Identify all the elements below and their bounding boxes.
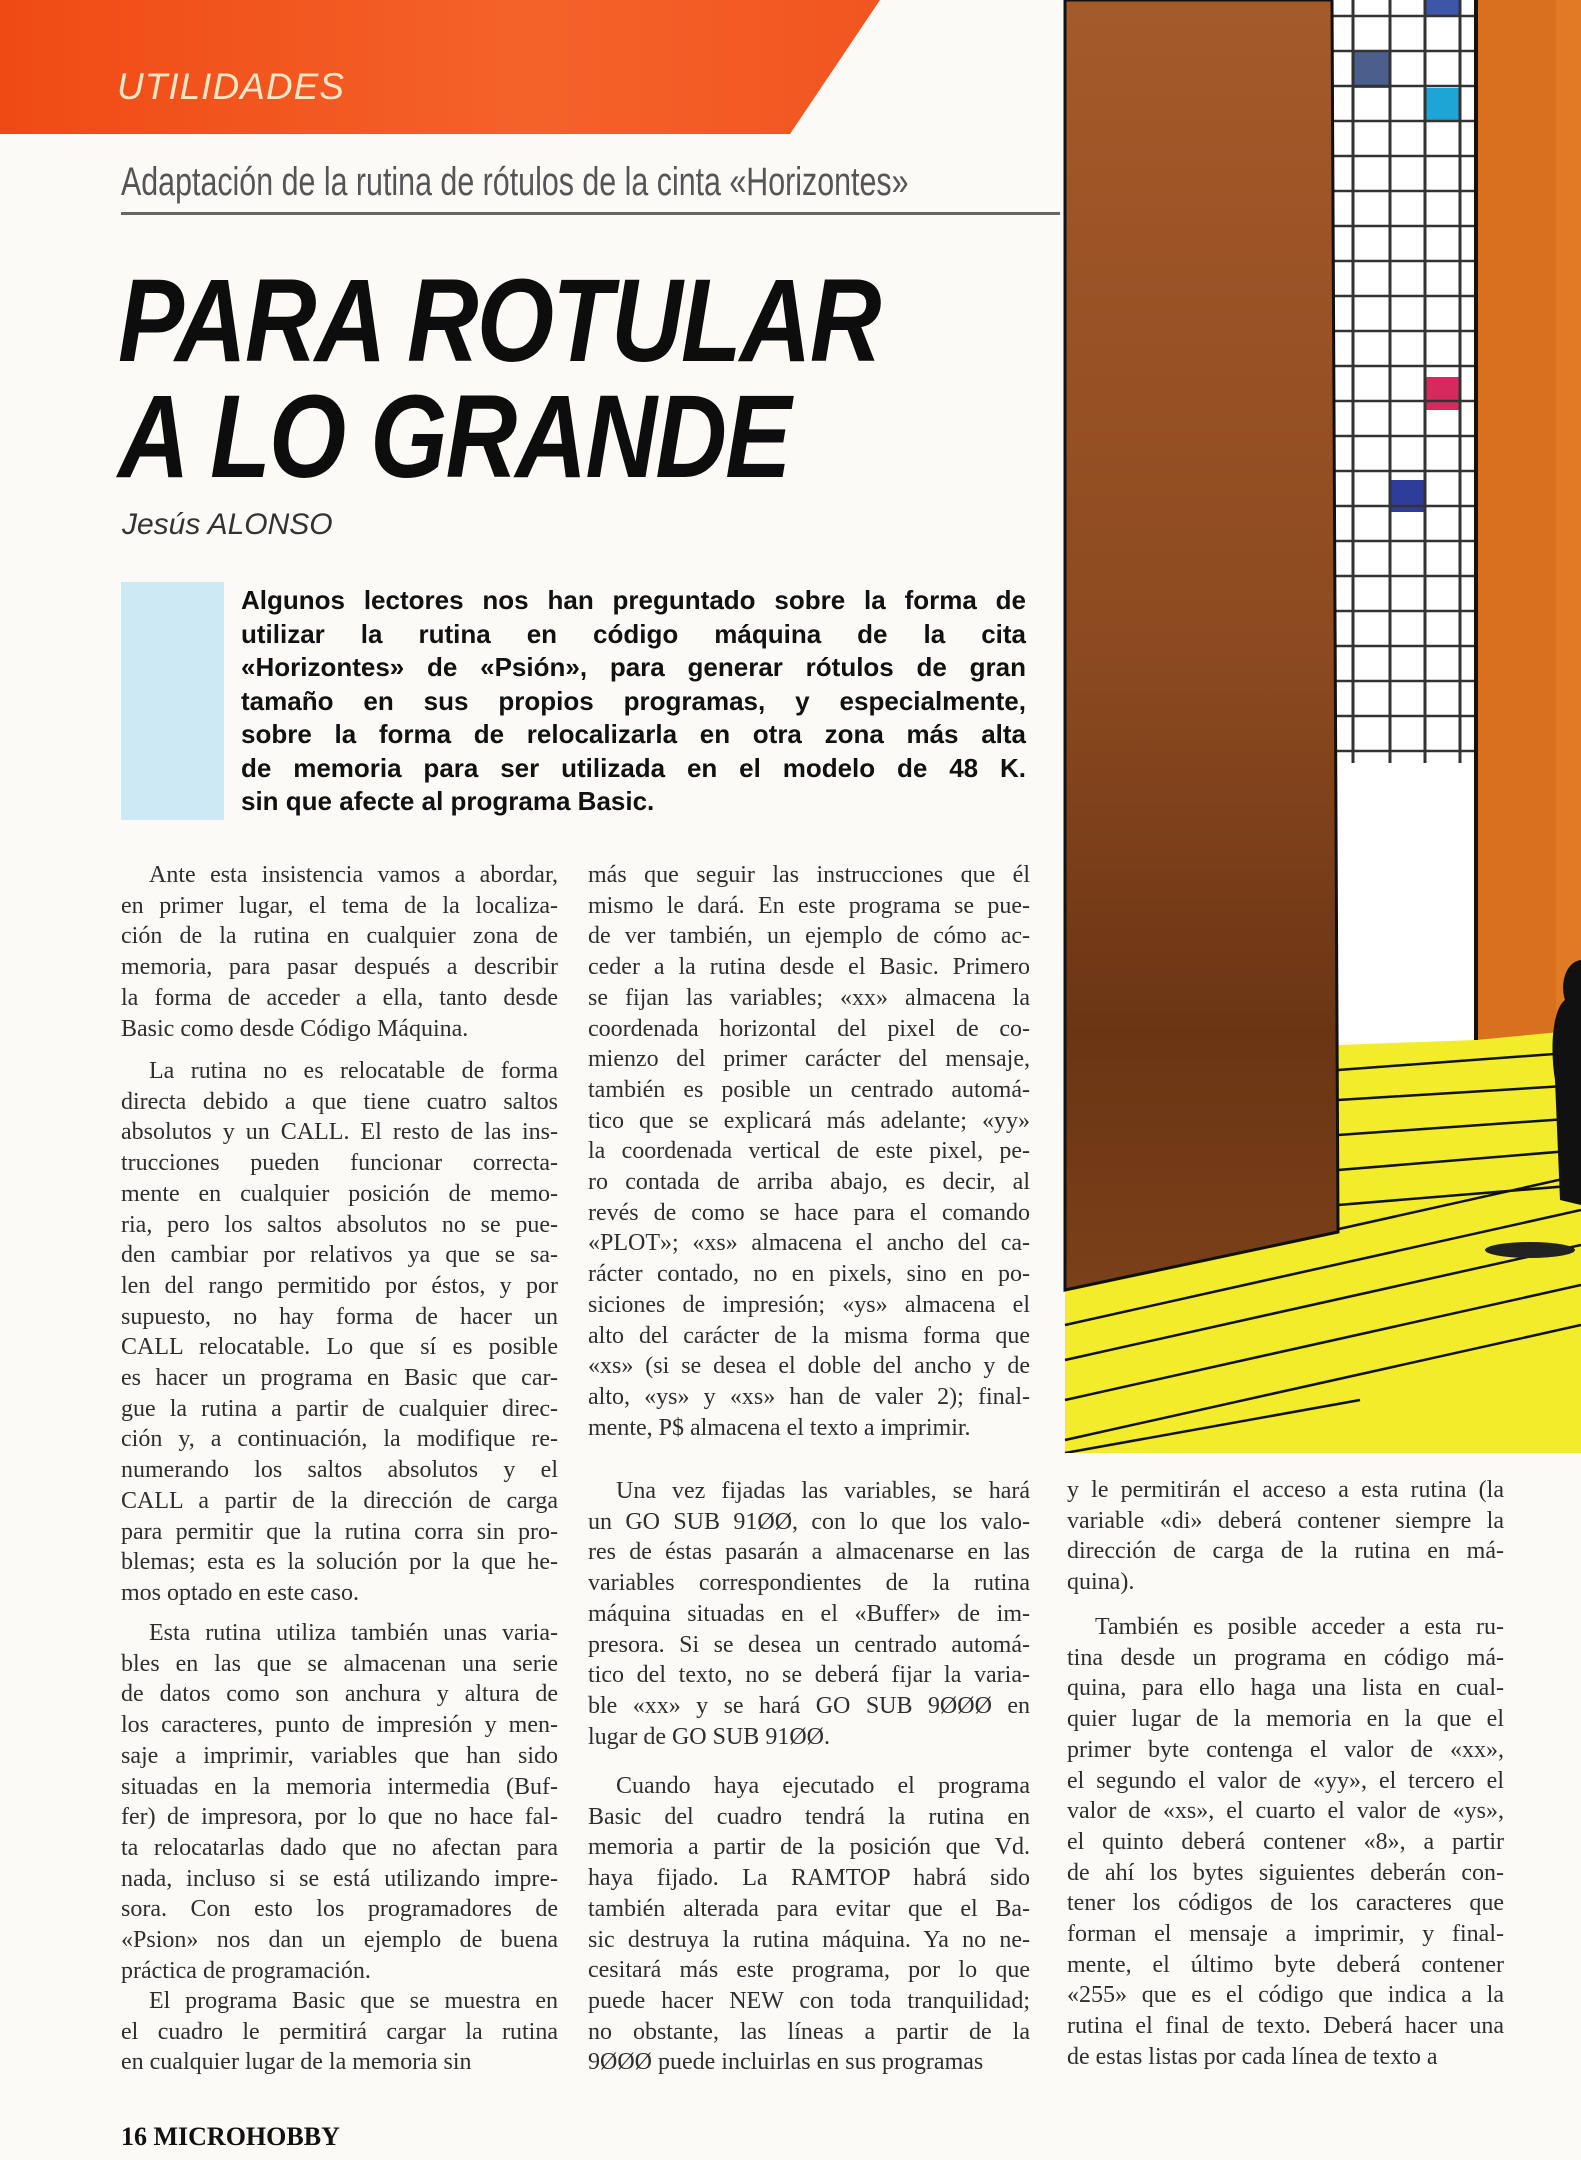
text-line: Ante esta insistencia vamos a abordar, bbox=[149, 862, 558, 888]
text-line: un GO SUB 91ØØ, con lo que los valo- bbox=[588, 1508, 1030, 1535]
text-line: el quinto deberá contener «8», a partir bbox=[1067, 1828, 1504, 1855]
lede-accent-bar bbox=[121, 582, 224, 820]
text-line: Cuando haya ejecutado el programa bbox=[616, 1773, 1030, 1799]
text-line: presora. Si se desea un centrado automá- bbox=[588, 1631, 1030, 1658]
text-line: ceder a la rutina desde el Basic. Primero bbox=[588, 954, 1030, 981]
text-line: tico del texto, no se deberá fijar la varia- bbox=[588, 1662, 1030, 1689]
text-line: tener los códigos de los caracteres que bbox=[1067, 1890, 1504, 1917]
text-line: mienzo del primer carácter del mensaje, bbox=[588, 1046, 1030, 1073]
text-line: quier lugar de la memoria en la que el bbox=[1067, 1706, 1504, 1733]
text-line: y le permitirán el acceso a esta rutina (la bbox=[1067, 1477, 1504, 1503]
paragraph bbox=[588, 1771, 1030, 2078]
text-line: gue la rutina a partir de cualquier direc- bbox=[121, 1395, 558, 1422]
text-line: ria, pero los saltos absolutos no se pue- bbox=[121, 1211, 558, 1238]
text-line: quina). bbox=[1067, 1569, 1135, 1596]
text-line: El programa Basic que se muestra en bbox=[149, 1988, 558, 2014]
text-line: también es posible un centrado automá- bbox=[588, 1076, 1030, 1103]
text-line: res de éstas pasarán a almacenarse en las bbox=[588, 1539, 1030, 1566]
text-line: coordenada horizontal del pixel de co- bbox=[588, 1015, 1030, 1042]
text-line: sic destruya la rutina máquina. Ya no ne- bbox=[588, 1926, 1030, 1953]
text-line: mente en cualquier posición de memo- bbox=[121, 1180, 558, 1207]
text-line: se fijan las variables; «xx» almacena la bbox=[588, 984, 1030, 1011]
text-line: la forma de acceder a ella, tanto desde bbox=[121, 984, 558, 1011]
text-line: ción de la rutina en cualquier zona de bbox=[121, 923, 558, 950]
text-line: absolutos y un CALL. El resto de las ins- bbox=[121, 1119, 558, 1146]
article-illustration bbox=[1060, 0, 1581, 1453]
right-orange-wall bbox=[1470, 0, 1581, 1070]
lede-line: tamaño en sus propios programas, y especialmente, bbox=[241, 685, 1026, 716]
text-line: blemas; esta es la solución por la que he- bbox=[121, 1549, 558, 1576]
paragraph bbox=[588, 860, 1030, 1443]
text-line: forman el mensaje a imprimir, y final- bbox=[1067, 1921, 1504, 1948]
text-line: ro contada de arriba abajo, es decir, al bbox=[588, 1169, 1030, 1196]
lede-line: «Horizontes» de «Psión», para generar rótulos de gran bbox=[241, 652, 1026, 682]
text-line: haya fijado. La RAMTOP habrá sido bbox=[588, 1865, 1030, 1892]
text-line: bles en las que se almacenan una serie bbox=[121, 1650, 558, 1677]
text-line: primer byte contenga el valor de «xx», bbox=[1067, 1736, 1504, 1763]
text-line: trucciones pueden funcionar correcta- bbox=[121, 1150, 558, 1177]
window-pane-colored bbox=[1353, 51, 1389, 88]
text-line: de estas listas por cada línea de texto a bbox=[1067, 2043, 1438, 2070]
brown-wall-panel bbox=[1065, 0, 1338, 1290]
text-line: rutina el final de texto. Deberá hacer una bbox=[1067, 2013, 1504, 2040]
text-line: mente, el último byte deberá contener bbox=[1067, 1951, 1504, 1978]
author-byline: Jesús ALONSO bbox=[122, 508, 333, 541]
text-line: para permitir que la rutina corra sin pro- bbox=[121, 1518, 558, 1545]
paragraph bbox=[1067, 1475, 1504, 1598]
article-title-line-1: PARA ROTULAR bbox=[118, 255, 880, 387]
text-line: de ver también, un ejemplo de cómo ac- bbox=[588, 923, 1030, 950]
text-line: CALL a partir de la dirección de carga bbox=[121, 1487, 558, 1514]
text-line: CALL relocatable. Lo que sí es posible bbox=[121, 1334, 558, 1361]
window-grid bbox=[1329, 0, 1476, 1042]
text-line: Esta rutina utiliza también unas varia- bbox=[149, 1620, 558, 1646]
text-line: «Psion» nos dan un ejemplo de buena bbox=[121, 1927, 558, 1954]
lede-line: sobre la forma de relocalizarla en otra zona más alta bbox=[241, 719, 1026, 749]
paragraph bbox=[121, 860, 558, 1044]
text-line: supuesto, no hay forma de hacer un bbox=[121, 1303, 558, 1330]
text-line: valor de «xs», el cuarto el valor de «ys», bbox=[1067, 1798, 1504, 1825]
lede-line: sin que afecte al programa Basic. bbox=[241, 786, 655, 816]
page-footer: 16 MICROHOBBY bbox=[121, 2122, 340, 2151]
lede-line: Algunos lectores nos han preguntado sobre la forma de bbox=[241, 585, 1026, 615]
text-line: puede hacer NEW con toda tranquilidad; bbox=[588, 1987, 1030, 2014]
text-line: «xs» (si se desea el doble del ancho y de bbox=[588, 1353, 1030, 1380]
text-line: También es posible acceder a esta ru- bbox=[1095, 1614, 1504, 1640]
window-pane-colored bbox=[1425, 88, 1460, 121]
lede-paragraph bbox=[241, 584, 1026, 819]
text-line: más que seguir las instrucciones que él bbox=[588, 862, 1030, 888]
text-line: siciones de impresión; «ys» almacena el bbox=[588, 1291, 1030, 1318]
paragraph bbox=[121, 1618, 558, 1986]
text-line: también alterada para evitar que el Ba- bbox=[588, 1895, 1030, 1922]
text-line: saje a imprimir, variables que han sido bbox=[121, 1742, 558, 1769]
text-line: memoria, para pasar después a describir bbox=[121, 954, 558, 981]
section-label: UTILIDADES bbox=[117, 66, 345, 107]
text-line: de ahí los bytes siguientes deberán con- bbox=[1067, 1859, 1504, 1886]
text-line: quina, para ello haga una lista en cual- bbox=[1067, 1675, 1504, 1702]
text-line: situadas en la memoria intermedia (Buf- bbox=[121, 1773, 558, 1800]
subtitle-divider bbox=[121, 212, 1061, 215]
article-subtitle: Adaptación de la rutina de rótulos de la cinta «Horizontes» bbox=[121, 160, 909, 204]
text-line: rácter contado, no en pixels, sino en po- bbox=[588, 1261, 1030, 1288]
text-line: La rutina no es relocatable de forma bbox=[149, 1058, 558, 1084]
figure-shadow bbox=[1485, 1242, 1575, 1258]
lede-line: utilizar la rutina en código máquina de la cita bbox=[241, 618, 1026, 649]
text-line: los caracteres, punto de impresión y men- bbox=[121, 1712, 558, 1739]
text-line: ta relocatarlas dado que no afectan para bbox=[121, 1834, 558, 1861]
text-line: cesitará más este programa, por lo que bbox=[588, 1957, 1030, 1984]
text-line: revés de como se hace para el comando bbox=[588, 1199, 1030, 1226]
text-line: práctica de programación. bbox=[121, 1957, 371, 1984]
article-title-line-2: A LO GRANDE bbox=[118, 371, 790, 503]
text-line: no obstante, las líneas a partir de la bbox=[588, 2018, 1030, 2045]
text-line: alto del carácter de la misma forma que bbox=[588, 1322, 1030, 1349]
text-line: tico que se explicará más adelante; «yy» bbox=[588, 1107, 1030, 1134]
text-line: mente, P$ almacena el texto a imprimir. bbox=[588, 1414, 971, 1441]
text-line: den cambiar por relativos ya que se sa- bbox=[121, 1242, 558, 1269]
text-line: 9ØØØ puede incluirlas en sus programas bbox=[588, 2049, 984, 2076]
text-line: mos optado en este caso. bbox=[121, 1579, 359, 1606]
text-line: máquina situadas en el «Buffer» de im- bbox=[588, 1600, 1030, 1627]
text-line: variable «di» deberá contener siempre la bbox=[1067, 1507, 1504, 1534]
text-line: nada, incluso si se está utilizando impre- bbox=[121, 1865, 558, 1892]
text-line: memoria a partir de la posición que Vd. bbox=[588, 1834, 1030, 1861]
text-line: de datos como son anchura y altura de bbox=[121, 1681, 558, 1708]
text-line: es hacer un programa en Basic que car- bbox=[121, 1365, 558, 1392]
text-line: tina desde un programa en código má- bbox=[1067, 1644, 1504, 1671]
paragraph bbox=[588, 1476, 1030, 1752]
text-line: numerando los saltos absolutos y el bbox=[121, 1457, 558, 1484]
paragraph bbox=[121, 1986, 558, 2078]
window-pane-colored bbox=[1425, 0, 1460, 16]
text-line: ción y, a continuación, la modifique re- bbox=[121, 1426, 558, 1453]
text-line: el segundo el valor de «yy», el tercero el bbox=[1067, 1767, 1504, 1794]
text-line: alto, «ys» y «xs» han de valer 2); final- bbox=[588, 1383, 1030, 1410]
text-line: Basic como desde Código Máquina. bbox=[121, 1015, 469, 1042]
text-line: en cualquier lugar de la memoria sin bbox=[121, 2049, 472, 2076]
window-pane-colored bbox=[1425, 377, 1460, 410]
text-line: sora. Con esto los programadores de bbox=[121, 1896, 558, 1923]
text-line: directa debido a que tiene cuatro saltos bbox=[121, 1088, 558, 1115]
lede-line: de memoria para ser utilizada en el modelo de 48 K. bbox=[241, 752, 1026, 783]
text-line: dirección de carga de la rutina en má- bbox=[1067, 1538, 1504, 1565]
text-line: «255» que es el código que indica a la bbox=[1067, 1982, 1504, 2009]
text-line: len del rango permitido por éstos, y por bbox=[121, 1272, 558, 1299]
text-line: lugar de GO SUB 91ØØ. bbox=[588, 1723, 830, 1750]
text-line: Basic del cuadro tendrá la rutina en bbox=[588, 1803, 1030, 1830]
text-line: la coordenada vertical de este pixel, pe- bbox=[588, 1138, 1030, 1165]
paragraph bbox=[121, 1056, 558, 1609]
text-line: fer) de impresora, por lo que no hace fal- bbox=[121, 1804, 558, 1831]
text-line: el cuadro le permitirá cargar la rutina bbox=[121, 2018, 558, 2045]
text-line: Una vez fijadas las variables, se hará bbox=[616, 1478, 1030, 1504]
text-line: en primer lugar, el tema de la localiza- bbox=[121, 892, 558, 919]
paragraph bbox=[1067, 1612, 1504, 2073]
text-line: mismo le dará. En este programa se pue- bbox=[588, 892, 1030, 919]
text-line: ble «xx» y se hará GO SUB 9ØØØ en bbox=[588, 1692, 1030, 1719]
text-line: variables correspondientes de la rutina bbox=[588, 1570, 1030, 1597]
text-line: «PLOT»; «xs» almacena el ancho del ca- bbox=[588, 1230, 1030, 1257]
